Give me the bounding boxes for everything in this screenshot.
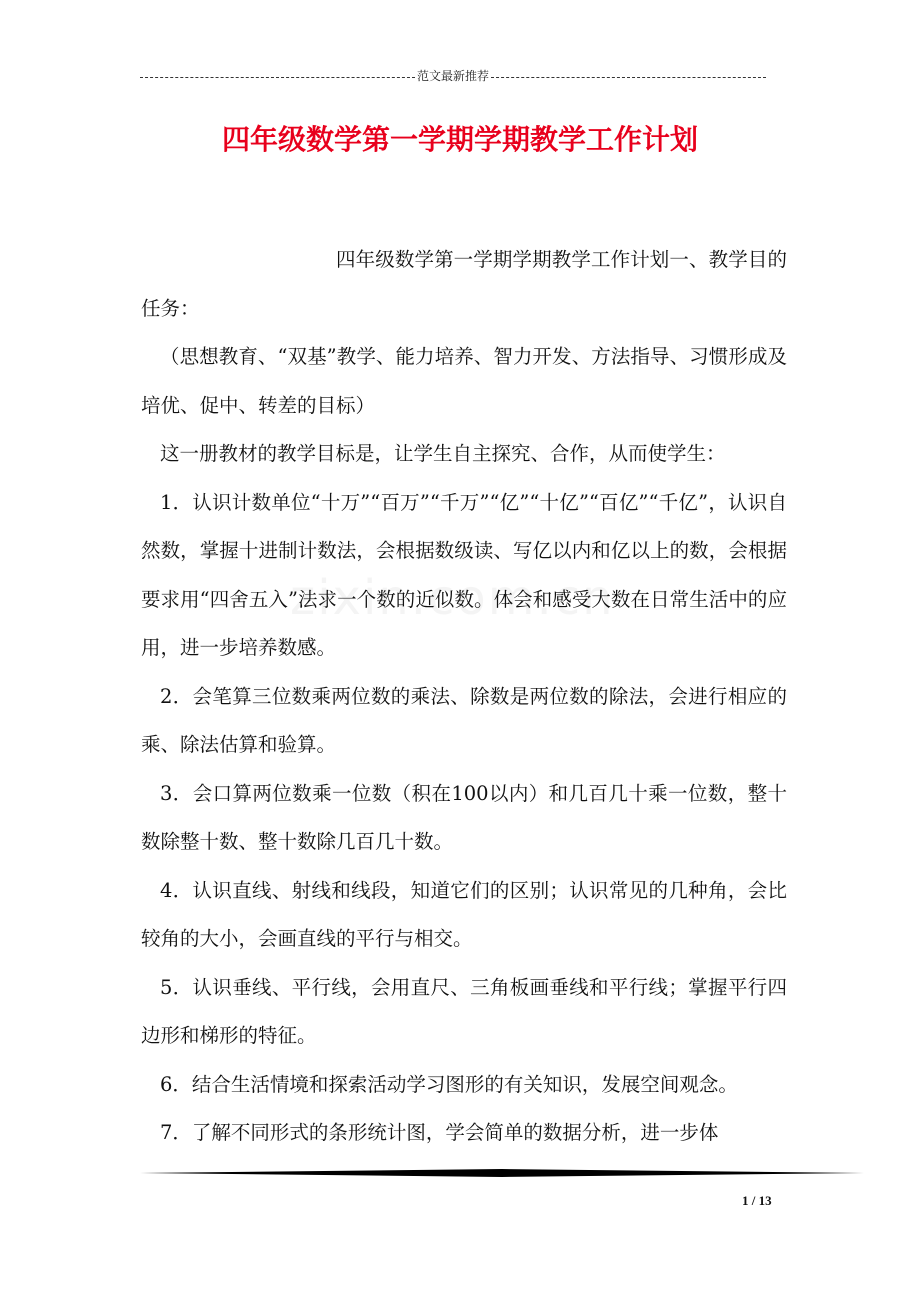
paragraph-item-4: 4．认识直线、射线和线段，知道它们的区别；认识常见的几种角，会比较角的大小，会画直线的平行与相交。 xyxy=(141,878,787,950)
page-header xyxy=(140,68,766,84)
footer-rule xyxy=(140,1168,864,1178)
paragraph-item-5: 5．认识垂线、平行线，会用直尺、三角板画垂线和平行线；掌握平行四边形和梯形的特征。 xyxy=(141,975,787,1047)
paragraph-item-6: 6．结合生活情境和探索活动学习图形的有关知识，发展空间观念。 xyxy=(160,1072,738,1096)
paragraph-goals-lead: 这一册教材的教学目标是，让学生自主探究、合作，从而使学生： xyxy=(160,442,726,465)
header-label: 范文最新推荐 xyxy=(417,69,490,83)
document-title: 四年级数学第一学期学期教学工作计划 xyxy=(221,123,698,156)
document-body xyxy=(141,236,787,1158)
paragraph-item-3: 3．会口算两位数乘一位数（积在100以内）和几百几十乘一位数，整十数除整十数、整十数除几百几十数。 xyxy=(141,781,787,853)
paragraph-intro: 四年级数学第一学期学期教学工作计划一、教学目的任务： xyxy=(141,248,787,320)
paragraph-item-7: 7．了解不同形式的条形统计图，学会简单的数据分析，进一步体 xyxy=(160,1121,719,1144)
paragraph-item-2: 2．会笔算三位数乘两位数的乘法、除数是两位数的除法，会进行相应的乘、除法估算和验算。 xyxy=(141,684,787,756)
paragraph-goals-note: （思想教育、“双基”教学、能力培养、智力开发、方法指导、习惯形成及培优、促中、转差的目标） xyxy=(141,345,787,417)
paragraph-item-1: 1．认识计数单位“十万”“百万”“千万”“亿”“十亿”“百亿”“千亿”，认识自然数，掌握十进制计数法，会根据数级读、写亿以内和亿以上的数，会根据要求用“四舍五入”法求一个数的近似数。体会和感受大数在日常生活中的应用，进一步培养数感。 xyxy=(141,490,787,659)
header-dash-right xyxy=(491,77,766,78)
page-number: 1 / 13 xyxy=(742,1193,772,1208)
header-dash-left xyxy=(140,77,415,78)
